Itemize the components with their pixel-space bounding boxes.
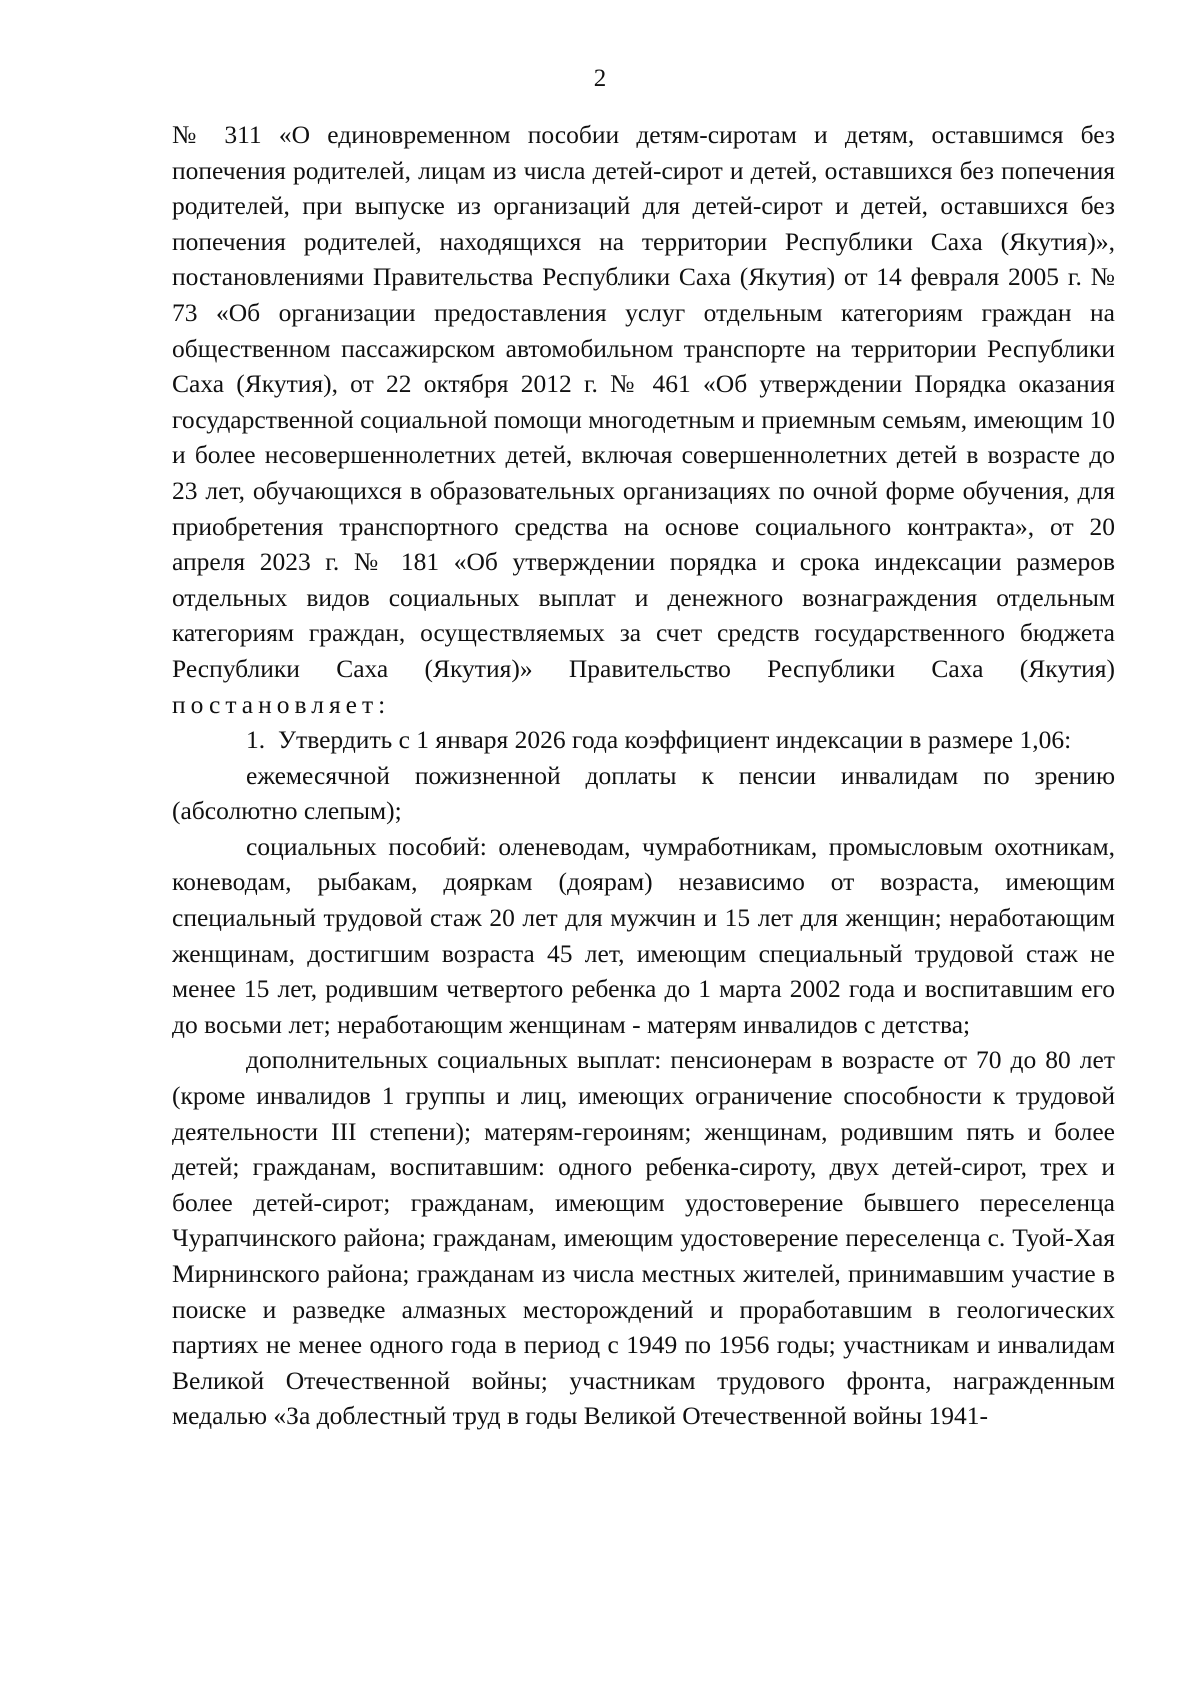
paragraph-preamble xyxy=(172,117,1115,722)
list-item-1 xyxy=(172,722,1115,758)
preamble-text: № 311 «О единовременном пособии детям-сиротам и детям, оставшимся без попечения родителей, лицам из числа детей-сирот и детей, оставшихся без попечения родителей, при выпуске из организаций для детей-сирот и детей, оставшихся без попечения родителей, находящихся на территории Республики Саха (Якутия)», постановлениями Правительства Республики Саха (Якутия) от 14 февраля 2005 г. № 73 «Об организации предоставления услуг отдельным категориям граждан на общественном пассажирском автомобильном транспорте на территории Республики Саха (Якутия), от 22 октября 2012 г. № 461 «Об утверждении Порядка оказания государственной социальной помощи многодетным и приемным семьям, имеющим 10 и более несовершеннолетних детей, включая совершеннолетних детей в возрасте до 23 лет, обучающихся в образовательных организациях по очной форме обучения, для приобретения транспортного средства на основе социального контракта», от 20 апреля 2023 г. № 181 «Об утверждении порядка и срока индексации размеров отдельных видов социальных выплат и денежного вознаграждения отдельным категориям граждан, осуществляемых за счет средств государственного бюджета Республики Саха (Якутия)» Правительство Республики Саха (Якутия) xyxy=(172,120,1115,683)
paragraph-social-benefits: социальных пособий: оленеводам, чумработникам, промысловым охотникам, коневодам, рыбакам, дояркам (доярам) независимо от возраста, имеющим специальный трудовой стаж 20 лет для мужчин и 15 лет для женщин; неработающим женщинам, достигшим возраста 45 лет, имеющим специальный трудовой стаж не менее 15 лет, родившим четвертого ребенка до 1 марта 2002 года и воспитавшим его до восьми лет; неработающим женщинам - матерям инвалидов с детства; xyxy=(172,831,1115,1039)
list-item-text: Утвердить с 1 января 2026 года коэффициент индексации в размере 1,06: xyxy=(278,725,1072,755)
paragraph-additional-payments: дополнительных социальных выплат: пенсионерам в возрасте от 70 до 80 лет (кроме инвалидов 1 группы и лиц, имеющих ограничение способности к трудовой деятельности III степени); матерям-героиням; женщинам, родившим пять и более детей; гражданам, воспитавшим: одного ребенка-сироту, двух детей-сирот, трех и более детей-сирот; гражданам, имеющим удостоверение бывшего переселенца Чурапчинского района; гражданам, имеющим удостоверение переселенца с. Туой-Хая Мирнинского района; гражданам из числа местных жителей, принимавшим участие в поиске и разведке алмазных месторождений и проработавшим в геологических партиях не менее одного года в период с 1949 по 1956 годы; участникам и инвалидам Великой Отечественной войны; участникам трудового фронта, награжденным медалью «За доблестный труд в годы Великой Отечественной войны 1941- xyxy=(172,1045,1115,1431)
paragraph-pension-supplement: ежемесячной пожизненной доплаты к пенсии инвалидам по зрению (абсолютно слепым); xyxy=(172,760,1115,826)
page-number: 2 xyxy=(593,65,607,92)
list-item-number: 1. xyxy=(246,725,266,755)
resolves-word: постановляет: xyxy=(172,689,391,719)
document-body xyxy=(172,117,1115,1434)
